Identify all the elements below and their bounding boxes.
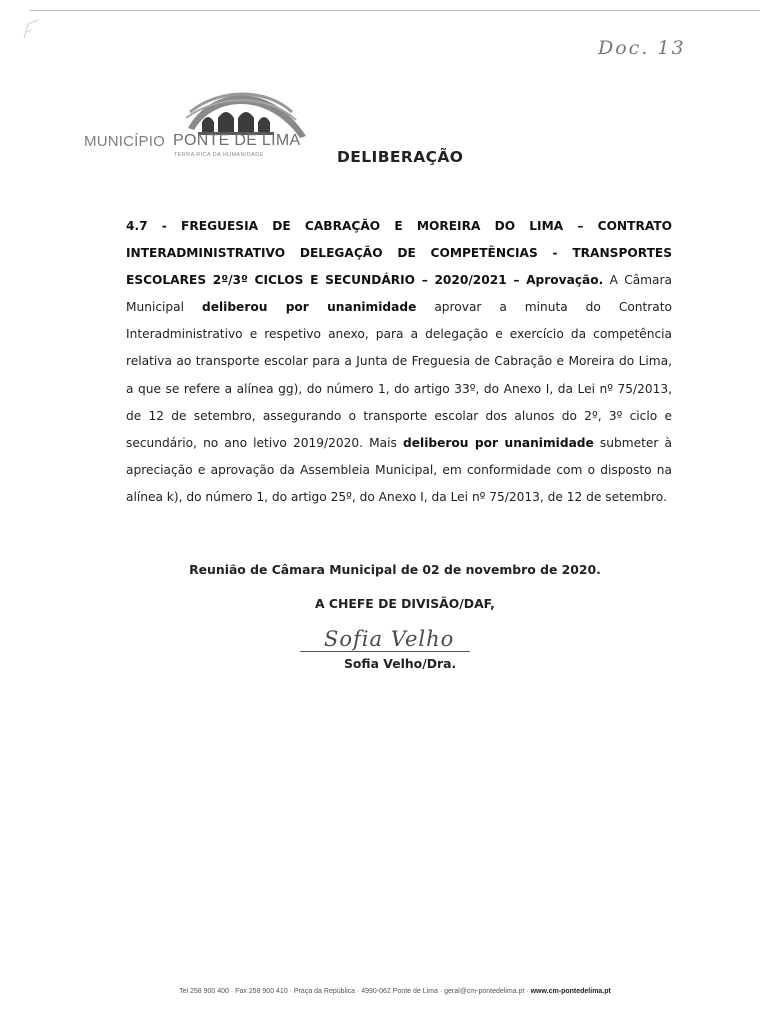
logo-ponte-de-lima-text: PONTE DE LIMA [173, 132, 301, 149]
footer-contact: Tel 258 900 400 · Fax 258 900 410 · Praça da República · 4990-062 Ponte de Lima · geral@cm-pontedelima.pt · [179, 988, 531, 995]
footer-website: www.cm-pontedelima.pt [530, 988, 611, 995]
logo-tagline: TERRA RICA DA HUMANIDADE [174, 152, 264, 158]
municipality-logo [80, 82, 320, 168]
document-title: DELIBERAÇÃO [337, 148, 464, 166]
handwritten-doc-number [596, 30, 691, 64]
deliberation-heading: 4.7 - FREGUESIA DE CABRAÇÃO E MOREIRA DO LIMA – CONTRATO INTERADMINISTRATIVO DELEGAÇÃO DE COMPETÊNCIAS - TRANSPORTES ESCOLARES 2º/3º CICLOS E SECUNDÁRIO – 2020/2021 – Aprovação. [126, 219, 672, 288]
handwritten-signature-text: Sofia Velho [324, 627, 455, 651]
deliberation-decision-1: deliberou por unanimidade [201, 300, 417, 315]
meeting-date: Reunião de Câmara Municipal de 02 de novembro de 2020. [189, 562, 601, 577]
handwritten-signature [316, 620, 476, 654]
logo-municipio-text: MUNICÍPIO [84, 133, 165, 150]
page-footer [0, 988, 770, 995]
deliberation-text [126, 213, 672, 511]
signature-line [300, 651, 470, 652]
deliberation-decision-2: deliberou por unanimidade [403, 435, 594, 450]
signatory-role: A CHEFE DE DIVISÃO/DAF, [315, 596, 495, 611]
corner-scan-mark [22, 18, 42, 40]
signatory-name: Sofia Velho/Dra. [344, 656, 457, 671]
deliberation-text-part-1: A Câmara Municipal [126, 273, 672, 315]
scan-border-line [30, 10, 760, 11]
handwritten-doc-number-text: Doc. 13 [598, 37, 686, 59]
deliberation-text-part-3: submeter à apreciação e aprovação da Assembleia Municipal, em conformidade com o disposto na alínea k), do número 1, do artigo 25º, do Anexo I, da Lei nº 75/2013, de 12 de setembro. [126, 435, 673, 504]
deliberation-text-part-2: aprovar a minuta do Contrato Interadministrativo e respetivo anexo, para a delegação e exercício da competência relativa ao transporte escolar para a Junta de Freguesia de Cabração e Moreira do Lima, a que se refere a alínea gg), do número 1, do artigo 33º, do Anexo I, da Lei nº 75/2013, de 12 de setembro, assegurando o transporte escolar dos alunos do 2º, 3º ciclo e secundário, no ano letivo 2019/2020. Mais [126, 300, 673, 450]
